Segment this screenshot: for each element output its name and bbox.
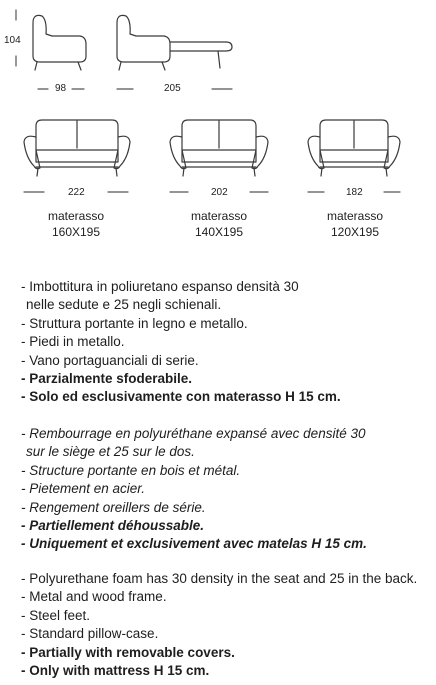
spec-line: - Rengement oreillers de série. bbox=[21, 499, 206, 515]
specs-italian bbox=[21, 278, 341, 407]
model-3-caption bbox=[295, 208, 415, 240]
model-2-width: 202 bbox=[211, 187, 228, 198]
mattress-label: materasso bbox=[326, 209, 384, 223]
spec-line: - Polyurethane foam has 30 density in the seat and 25 in the back. bbox=[21, 571, 418, 586]
model-3-width: 182 bbox=[346, 187, 363, 198]
spec-line: - Metal and wood frame. bbox=[21, 589, 167, 605]
spec-line: - Vano portaguanciali di serie. bbox=[21, 352, 199, 368]
model-2-caption bbox=[159, 208, 279, 240]
height-dimension: 104 bbox=[4, 35, 21, 46]
mattress-label: materasso bbox=[190, 209, 248, 223]
mattress-size: 120X195 bbox=[330, 225, 380, 239]
specs-french bbox=[21, 425, 367, 554]
spec-line: - Struttura portante in legno e metallo. bbox=[21, 315, 248, 331]
spec-line: - Parzialmente sfoderabile. bbox=[21, 371, 193, 387]
spec-line: - Solo ed esclusivamente con materasso H 15 cm. bbox=[21, 389, 341, 405]
spec-line: sur le siège et 25 sur le dos. bbox=[26, 444, 195, 460]
spec-line: - Partially with removable covers. bbox=[21, 644, 235, 660]
spec-line: - Partiellement déhoussable. bbox=[21, 518, 205, 534]
model-1-caption bbox=[16, 208, 136, 240]
spec-line: - Piedi in metallo. bbox=[21, 334, 125, 350]
specs-english bbox=[21, 570, 417, 680]
mattress-label: materasso bbox=[47, 209, 105, 223]
closed-depth-dimension: 98 bbox=[55, 83, 67, 94]
model-1-width: 222 bbox=[68, 187, 85, 198]
spec-line: - Steel feet. bbox=[21, 607, 91, 623]
mattress-size: 160X195 bbox=[51, 225, 101, 239]
open-depth-dimension: 205 bbox=[164, 83, 181, 94]
spec-line: - Imbottitura in poliuretano espanso densità 30 bbox=[21, 279, 299, 294]
spec-line: nelle sedute e 25 negli schienali. bbox=[26, 297, 222, 313]
spec-line: - Only with mattress H 15 cm. bbox=[21, 663, 210, 679]
spec-line: - Rembourrage en polyuréthane expansé avec densité 30 bbox=[21, 426, 366, 441]
spec-line: - Structure portante en bois et métal. bbox=[21, 462, 241, 478]
spec-line: - Standard pillow-case. bbox=[21, 626, 159, 642]
mattress-size: 140X195 bbox=[194, 225, 244, 239]
spec-line: - Pietement en acier. bbox=[21, 481, 146, 497]
spec-line: - Uniquement et exclusivement avec matelas H 15 cm. bbox=[21, 536, 367, 552]
